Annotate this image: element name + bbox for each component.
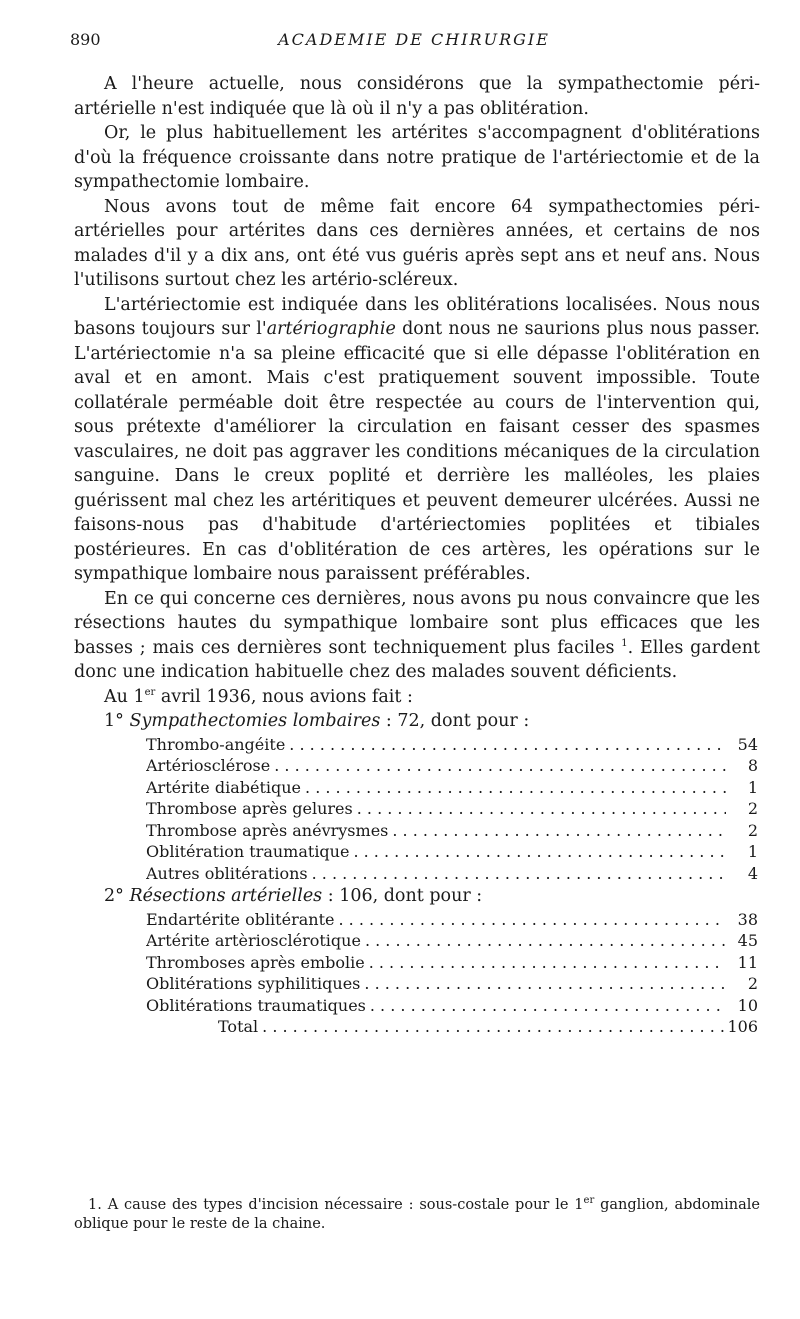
statistics-table-1 — [146, 734, 758, 885]
row-label: Artériosclérose — [146, 756, 271, 775]
text-run: L'artériectomie est indiquée dans les oblitérations localisées. Nous nous basons toujours sur — [74, 294, 760, 339]
ordinal-sup: er — [144, 686, 156, 698]
row-value: 2 — [747, 974, 758, 993]
section-number: 2° — [104, 886, 124, 906]
row-label: Oblitération traumatique — [146, 842, 350, 861]
row-label: Autres oblitérations — [146, 863, 308, 883]
section-title: Sympathectomies lombaires — [129, 711, 381, 731]
text-run: l' — [256, 319, 267, 339]
table-row — [146, 734, 758, 756]
row-label: Thromboses après embolie — [146, 952, 365, 972]
paragraph: A l'heure actuelle, nous considérons que la sympathectomie péri-artérielle n'est indiquée que là où il n'y a pas oblitération. — [74, 74, 760, 119]
row-label: Thrombose après anévrysmes — [146, 820, 389, 840]
row-value: 1 — [747, 842, 758, 861]
table-row — [146, 930, 758, 952]
row-label: Thrombo-angéite — [146, 734, 286, 754]
text-run: . Elles gardent donc une indication habituelle chez des malades souvent déficients. — [74, 637, 760, 682]
table-row — [146, 863, 758, 885]
statistics-table-2 — [146, 909, 758, 1038]
row-label: Oblitérations traumatiques — [146, 995, 366, 1015]
table-row — [146, 798, 758, 820]
section-summary: : 106, dont pour : — [322, 886, 483, 906]
table-row — [146, 952, 758, 974]
row-label: Oblitérations syphilitiques — [146, 974, 361, 993]
total-value: 106 — [727, 1017, 758, 1036]
table-row — [146, 755, 758, 777]
italic-term: artériographie — [266, 319, 396, 339]
footnote-number: 1. — [88, 1197, 102, 1213]
row-value: 54 — [737, 734, 758, 754]
row-label: Artérite artèriosclérotique — [146, 931, 361, 950]
row-value: 2 — [747, 820, 758, 840]
row-value: 4 — [747, 863, 758, 883]
paragraph — [74, 587, 760, 685]
row-value: 2 — [747, 799, 758, 818]
total-row — [146, 1016, 758, 1038]
journal-title: ACADEMIE DE CHIRURGIE — [278, 30, 550, 49]
text-run: dont nous ne saurions plus nous passer. L'artériectomie n'a sa pleine efficacité que si elle dépasse l'oblitération en aval et en amont. Mais c'est pratiquement souvent impossible. Toute collatérale perméable doit être respectée au cours de l'intervention qui, sous prétexte d'améliorer la circulation en faisant cesser des spasmes vasculaires, ne doit pas aggraver les conditions mécaniques de la circulation sanguine. Dans le creux poplité et derrière les malléoles, les plaies guérissent mal chez les artéritiques et peuvent demeurer ulcérées. Aussi ne faisons-nous pas d'habitude d'artériectomies poplitées et tibiales postérieures. En cas d'oblitération de ces artères, les opérations sur le sympathique lombaire nous paraissent préférables. — [74, 319, 760, 584]
section-number: 1° — [104, 711, 124, 731]
section-title: Résections artérielles — [129, 886, 323, 906]
table-row — [146, 820, 758, 842]
article-body — [74, 72, 760, 1038]
page-header — [70, 30, 758, 58]
table-row — [146, 909, 758, 931]
row-value: 10 — [737, 995, 758, 1015]
footnote-text: ganglion, abdominale oblique pour le reste de la chaine. — [74, 1197, 760, 1232]
row-value: 11 — [737, 952, 758, 972]
table-row — [146, 777, 758, 799]
row-value: 38 — [737, 909, 758, 929]
row-value: 45 — [737, 931, 758, 950]
total-label: Total — [218, 1017, 259, 1036]
ordinal-sup: er — [583, 1195, 595, 1207]
page-number: 890 — [70, 30, 101, 49]
row-value: 8 — [747, 756, 758, 775]
paragraph: Or, le plus habituellement les artérites s'accompagnent d'oblitérations d'où la fréquence croissante dans notre pratique de l'artériectomie et de la sympathectomie lombaire. — [74, 123, 760, 192]
text-run: avril 1936, nous avions fait : — [155, 686, 413, 707]
row-value: 1 — [747, 777, 758, 797]
paragraph: Nous avons tout de même fait encore 64 sympathectomies péri-artérielles pour artérites dans ces dernières années, et certains de nos malades d'il y a dix ans, ont été vus guéris après sept ans et neuf ans. Nous l'utilisons surtout chez les artério-scléreux. — [74, 196, 760, 290]
footnote-text: A cause des types d'incision nécessaire : sous-costale pour le 1 — [101, 1197, 584, 1213]
paragraph — [74, 293, 760, 587]
section-summary: : 72, dont pour : — [380, 711, 530, 731]
paragraph — [74, 685, 760, 710]
row-label: Endartérite oblitérante — [146, 909, 335, 929]
text-run: En ce qui concerne ces dernières, nous avons pu nous convaincre que les résections hautes du sympathique lombaire sont plus efficaces que les basses ; mais ces dernières sont techniquement plus faciles — [74, 588, 760, 658]
text-run: Au 1 — [104, 686, 145, 707]
section-heading-1 — [74, 709, 760, 734]
row-label: Artérite diabétique — [146, 777, 302, 797]
row-label: Thrombose après gelures — [146, 799, 353, 818]
table-row — [146, 841, 758, 863]
footnote-ref: 1 — [621, 637, 628, 649]
footnote — [74, 1196, 760, 1234]
table-row — [146, 973, 758, 995]
table-row — [146, 995, 758, 1017]
section-heading-2 — [74, 884, 760, 909]
